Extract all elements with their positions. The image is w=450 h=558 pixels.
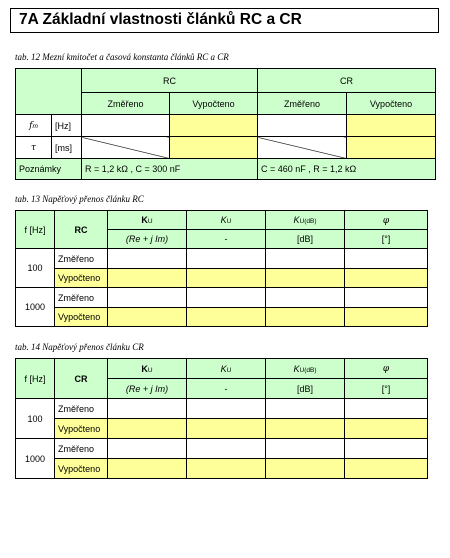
tab14-ku-complex-unit: (Re + j Im)	[108, 379, 187, 399]
tab12-cr-calculated-header: Vypočteno	[347, 93, 436, 115]
tab12-rc-tau-calculated-cell[interactable]	[170, 137, 258, 159]
tab14-cell[interactable]	[108, 459, 187, 479]
tab13-table	[15, 210, 428, 327]
tab14-cell[interactable]	[108, 419, 187, 439]
tab13-row-label-calculated: Vypočteno	[55, 269, 108, 288]
tab13-cell[interactable]	[187, 288, 266, 308]
tab13-cell[interactable]	[108, 288, 187, 308]
tab14-phi-header: φ	[345, 359, 428, 379]
tab13-cell[interactable]	[345, 288, 428, 308]
tab14-caption: tab. 14 Napěťový přenos článku CR	[15, 342, 144, 352]
tab13-cell[interactable]	[345, 249, 428, 269]
tab13-cell[interactable]	[266, 249, 345, 269]
tab12-caption: tab. 12 Mezní kmitočet a časová konstanta článků RC a CR	[15, 52, 229, 62]
tab12-rc-tau-measured-cell-crossed	[82, 137, 170, 159]
tab13-cell[interactable]	[266, 269, 345, 288]
tab13-ku-db-header: KU(dB)	[266, 211, 345, 230]
tab14-row-label-calculated: Vypočteno	[55, 419, 108, 439]
tab13-ku-complex-unit: (Re + j Im)	[108, 230, 187, 249]
tab14-row-label-calculated: Vypočteno	[55, 459, 108, 479]
tab13-row-label-measured: Změřeno	[55, 288, 108, 308]
tab14-ku-abs-unit: -	[187, 379, 266, 399]
tab14-freq-100: 100	[16, 399, 55, 439]
tab14-row-label-measured: Změřeno	[55, 399, 108, 419]
tab13-cell[interactable]	[187, 249, 266, 269]
tab12-tau-unit: [ms]	[52, 137, 82, 159]
tab14-ku-db-unit: [dB]	[266, 379, 345, 399]
tab13-phi-unit: [°]	[345, 230, 428, 249]
tab13-cell[interactable]	[345, 308, 428, 327]
tab12-rc-header: RC	[82, 69, 258, 93]
tab14-cell[interactable]	[108, 399, 187, 419]
tab12-rc-fm-measured-cell[interactable]	[82, 115, 170, 137]
tab12-rc-calculated-header: Vypočteno	[170, 93, 258, 115]
tab12-cr-header: CR	[258, 69, 436, 93]
tab14-cell[interactable]	[266, 439, 345, 459]
tab12-table	[15, 68, 436, 180]
tab14-cell[interactable]	[266, 419, 345, 439]
tab14-phi-unit: [°]	[345, 379, 428, 399]
tab14-freq-header: f [Hz]	[16, 359, 55, 399]
tab14-circuit-header: CR	[55, 359, 108, 399]
tab14-row-label-measured: Změřeno	[55, 439, 108, 459]
tab13-cell[interactable]	[187, 308, 266, 327]
tab14-cell[interactable]	[266, 459, 345, 479]
tab14-ku-abs-header: KU	[187, 359, 266, 379]
tab12-cr-fm-calculated-cell[interactable]	[347, 115, 436, 137]
tab13-cell[interactable]	[345, 269, 428, 288]
tab14-ku-db-header: KU(dB)	[266, 359, 345, 379]
tab12-notes-cr: C = 460 nF , R = 1,2 kΩ	[258, 159, 436, 180]
tab13-caption: tab. 13 Napěťový přenos článku RC	[15, 194, 144, 204]
tab13-ku-complex-header: KU	[108, 211, 187, 230]
tab13-cell[interactable]	[266, 288, 345, 308]
tab12-cr-tau-calculated-cell[interactable]	[347, 137, 436, 159]
tab14-cell[interactable]	[187, 459, 266, 479]
tab12-notes-rc: R = 1,2 kΩ , C = 300 nF	[82, 159, 258, 180]
tab12-tau-label: τ	[16, 137, 52, 159]
tab12-cr-fm-measured-cell[interactable]	[258, 115, 347, 137]
tab12-rc-measured-header: Změřeno	[82, 93, 170, 115]
tab13-ku-abs-unit: -	[187, 230, 266, 249]
tab13-freq-100: 100	[16, 249, 55, 288]
tab12-corner	[16, 69, 82, 115]
tab12-fm-label: fm	[16, 115, 52, 137]
tab13-ku-db-unit: [dB]	[266, 230, 345, 249]
tab12-fm-unit: [Hz]	[52, 115, 82, 137]
tab14-cell[interactable]	[345, 399, 428, 419]
tab13-freq-1000: 1000	[16, 288, 55, 327]
tab13-ku-abs-header: KU	[187, 211, 266, 230]
tab13-phi-header: φ	[345, 211, 428, 230]
tab14-cell[interactable]	[345, 439, 428, 459]
tab13-circuit-header: RC	[55, 211, 108, 249]
tab12-cr-measured-header: Změřeno	[258, 93, 347, 115]
tab14-cell[interactable]	[345, 459, 428, 479]
tab13-cell[interactable]	[266, 308, 345, 327]
tab14-freq-1000: 1000	[16, 439, 55, 479]
tab14-cell[interactable]	[345, 419, 428, 439]
tab14-ku-complex-header: KU	[108, 359, 187, 379]
tab13-row-label-calculated: Vypočteno	[55, 308, 108, 327]
tab13-cell[interactable]	[108, 269, 187, 288]
tab12-notes-label: Poznámky	[16, 159, 82, 180]
tab12-rc-fm-calculated-cell[interactable]	[170, 115, 258, 137]
title-box	[10, 8, 439, 33]
tab14-cell[interactable]	[187, 399, 266, 419]
tab13-cell[interactable]	[108, 249, 187, 269]
tab13-cell[interactable]	[187, 269, 266, 288]
tab14-cell[interactable]	[187, 439, 266, 459]
tab13-freq-header: f [Hz]	[16, 211, 55, 249]
tab13-cell[interactable]	[108, 308, 187, 327]
tab14-cell[interactable]	[108, 439, 187, 459]
tab13-row-label-measured: Změřeno	[55, 249, 108, 269]
tab14-cell[interactable]	[266, 399, 345, 419]
tab14-table	[15, 358, 428, 479]
page-title: 7A Základní vlastnosti článků RC a CR	[19, 11, 302, 28]
tab12-cr-tau-measured-cell-crossed	[258, 137, 347, 159]
tab14-cell[interactable]	[187, 419, 266, 439]
